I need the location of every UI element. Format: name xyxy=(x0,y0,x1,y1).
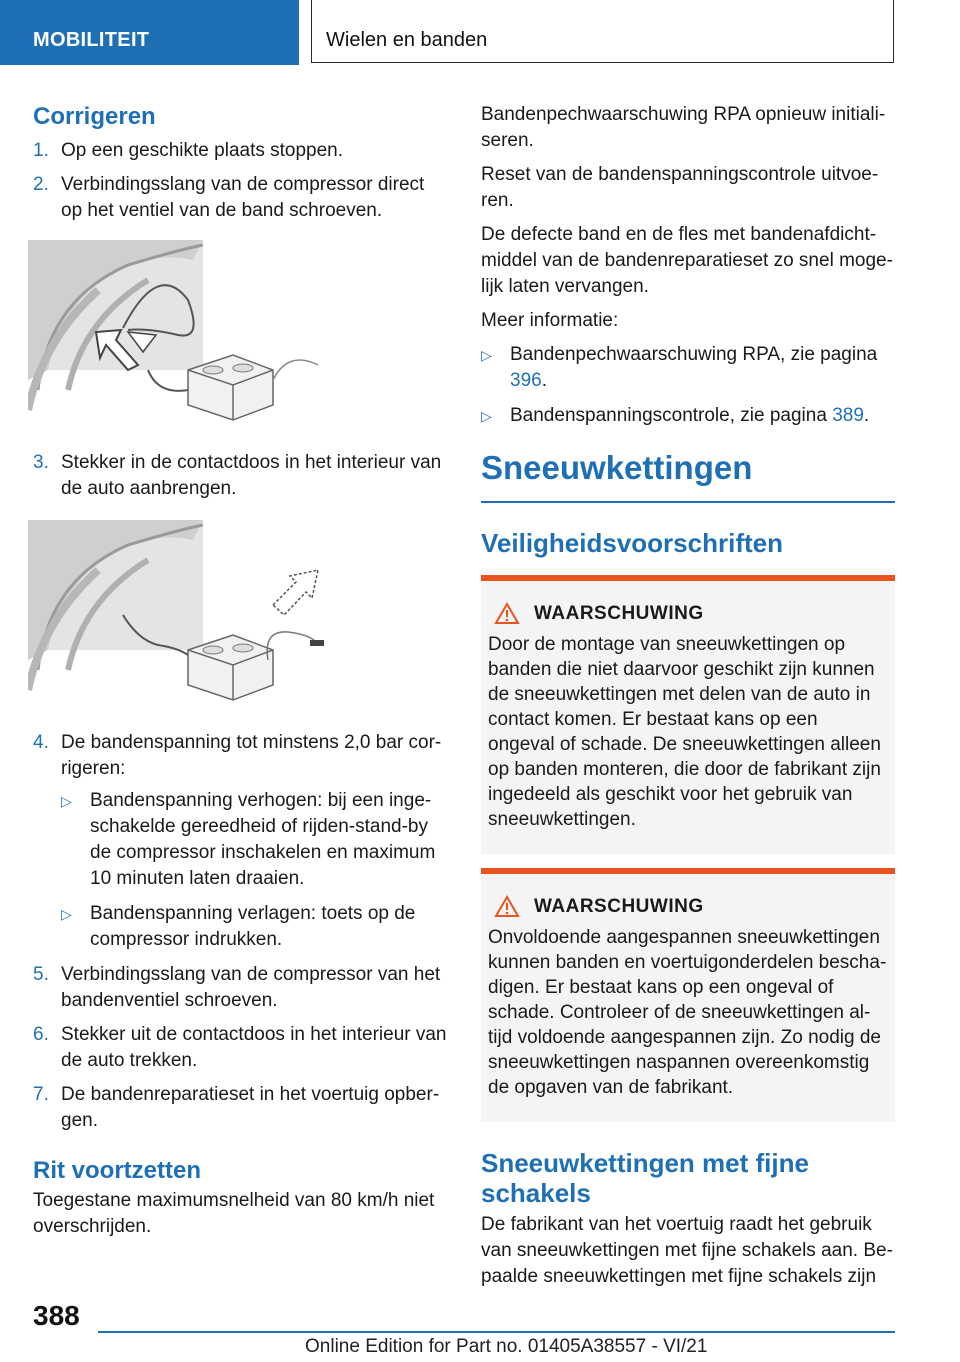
reference-end: . xyxy=(863,405,870,426)
reference-item xyxy=(481,342,895,394)
step-number: 5. xyxy=(33,964,49,985)
compressor-wheel-illustration xyxy=(28,240,328,430)
step-item xyxy=(33,1022,448,1074)
heading-fijne-schakels: Sneeuwkettingen met fijne schakels xyxy=(481,1147,809,1208)
triangle-bullet-icon: ▷ xyxy=(481,347,492,363)
triangle-bullet-icon: ▷ xyxy=(61,906,72,922)
footer-edition: Online Edition for Part no. 01405A38557 - VI/21 xyxy=(305,1336,708,1357)
reference-text: Bandenspanningscontrole, zie pagina xyxy=(510,405,833,426)
right-column xyxy=(481,102,895,1298)
compressor-plug-illustration xyxy=(28,520,328,710)
step-text: Verbindingsslang van de compressor van het bandenventiel schroeven. xyxy=(61,964,441,1011)
warning-title: WAARSCHUWING xyxy=(534,895,704,917)
bullet-item xyxy=(61,788,448,892)
step-number: 6. xyxy=(33,1024,49,1045)
footer-rule xyxy=(98,1331,895,1333)
step-number: 3. xyxy=(33,452,49,473)
warning-header xyxy=(488,601,887,626)
step-item xyxy=(33,450,448,502)
header-section-label: MOBILITEIT xyxy=(33,29,150,51)
reference-item xyxy=(481,403,895,429)
header-chapter-label: Wielen en banden xyxy=(326,29,488,51)
reference-end: . xyxy=(541,370,547,391)
heading-rule xyxy=(481,501,895,503)
step-item xyxy=(33,1082,448,1134)
step-text: De bandenspanning tot minstens 2,0 bar corrigeren: xyxy=(61,732,442,779)
warning-triangle-icon xyxy=(494,602,520,625)
reference-list xyxy=(481,342,895,429)
triangle-bullet-icon: ▷ xyxy=(481,408,492,424)
warning-box xyxy=(481,575,895,854)
warning-title: WAARSCHUWING xyxy=(534,602,704,624)
step-text: De bandenreparatieset in het voertuig opbergen. xyxy=(61,1084,440,1131)
header-chapter-box xyxy=(311,0,894,63)
heading-veiligheidsvoorschriften: Veiligheidsvoorschriften xyxy=(481,527,783,558)
page-link[interactable]: 389 xyxy=(832,405,864,426)
paragraph: Reset van de bandenspanningscontrole uitvoeren. xyxy=(481,164,879,211)
step-number: 1. xyxy=(33,140,49,161)
step-text: Stekker uit de contactdoos in het interieur van de auto trekken. xyxy=(61,1024,447,1071)
left-column xyxy=(33,102,448,1248)
step-item xyxy=(33,138,448,164)
step-number: 7. xyxy=(33,1084,49,1105)
triangle-bullet-icon: ▷ xyxy=(61,793,72,809)
step-text: Verbindingsslang van de compressor direct op het ventiel van de band schroeven. xyxy=(61,174,425,221)
steps-list-a xyxy=(33,138,448,224)
paragraph: De defecte band en de fles met bandenafdichtmiddel van de bandenreparatieset zo snel mogelijk laten vervangen. xyxy=(481,224,893,297)
bullet-text: Bandenspanning verhogen: bij een ingeschakelde gereedheid of rijden-stand-by de compressor inschakelen en maximum 10 minuten laten draaien. xyxy=(90,790,436,889)
steps-list-4 xyxy=(33,730,448,1134)
step-item xyxy=(33,962,448,1014)
step-text: Stekker in de contactdoos in het interieur van de auto aanbrengen. xyxy=(61,452,442,499)
paragraph: Bandenpechwaarschuwing RPA opnieuw initialiseren. xyxy=(481,104,886,151)
step-text: Op een geschikte plaats stoppen. xyxy=(61,140,344,161)
steps-list-3 xyxy=(33,450,448,502)
step-number: 4. xyxy=(33,732,49,753)
heading-sneeuwkettingen: Sneeuwkettingen xyxy=(481,449,753,486)
warning-text: Onvoldoende aangespannen sneeuwkettingen kunnen banden en voertuigonderdelen beschadigen. Er bestaat kans op een ongeval of schade. Controleer of de sneeuwkettingen altijd voldoende aangespannen zijn. Zo nodig de sneeuwkettingen naspannen overeenkomstig de opgaven van de fabrikant. xyxy=(488,926,887,1098)
step-item xyxy=(33,172,448,224)
rit-text: Toegestane maximumsnelheid van 80 km/h niet overschrijden. xyxy=(33,1190,435,1237)
paragraph: Meer informatie: xyxy=(481,310,619,331)
warning-triangle-icon xyxy=(494,895,520,918)
bullet-item xyxy=(61,901,448,953)
warning-header xyxy=(488,894,887,919)
step-number: 2. xyxy=(33,174,49,195)
heading-corrigeren: Corrigeren xyxy=(33,103,156,130)
warning-text: Door de montage van sneeuwkettingen op banden die niet daarvoor geschikt zijn kunnen de sneeuwkettingen met delen van de auto in contact komen. Er bestaat kans op een ongeval of schade. De sneeuwkettingen alleen op banden monteren, die door de fabrikant zijn ingedeeld als geschikt voor het gebruik van sneeuwkettingen. xyxy=(488,633,881,830)
reference-text: Bandenpechwaarschuwing RPA, zie pagina xyxy=(510,344,878,365)
fijn-text: De fabrikant van het voertuig raadt het gebruik van sneeuwkettingen met fijne schakels aan. Bepaalde sneeuwkettingen met fijne schakels zijn xyxy=(481,1213,893,1287)
step4-bullets xyxy=(61,788,448,953)
warning-box xyxy=(481,868,895,1122)
bullet-text: Bandenspanning verlagen: toets op de compressor indrukken. xyxy=(90,903,416,950)
page-number: 388 xyxy=(33,1300,80,1331)
header-section-tab xyxy=(0,0,299,65)
heading-rit-voortzetten: Rit voortzetten xyxy=(33,1157,201,1184)
page-link[interactable]: 396 xyxy=(510,370,542,391)
step-item xyxy=(33,730,448,953)
